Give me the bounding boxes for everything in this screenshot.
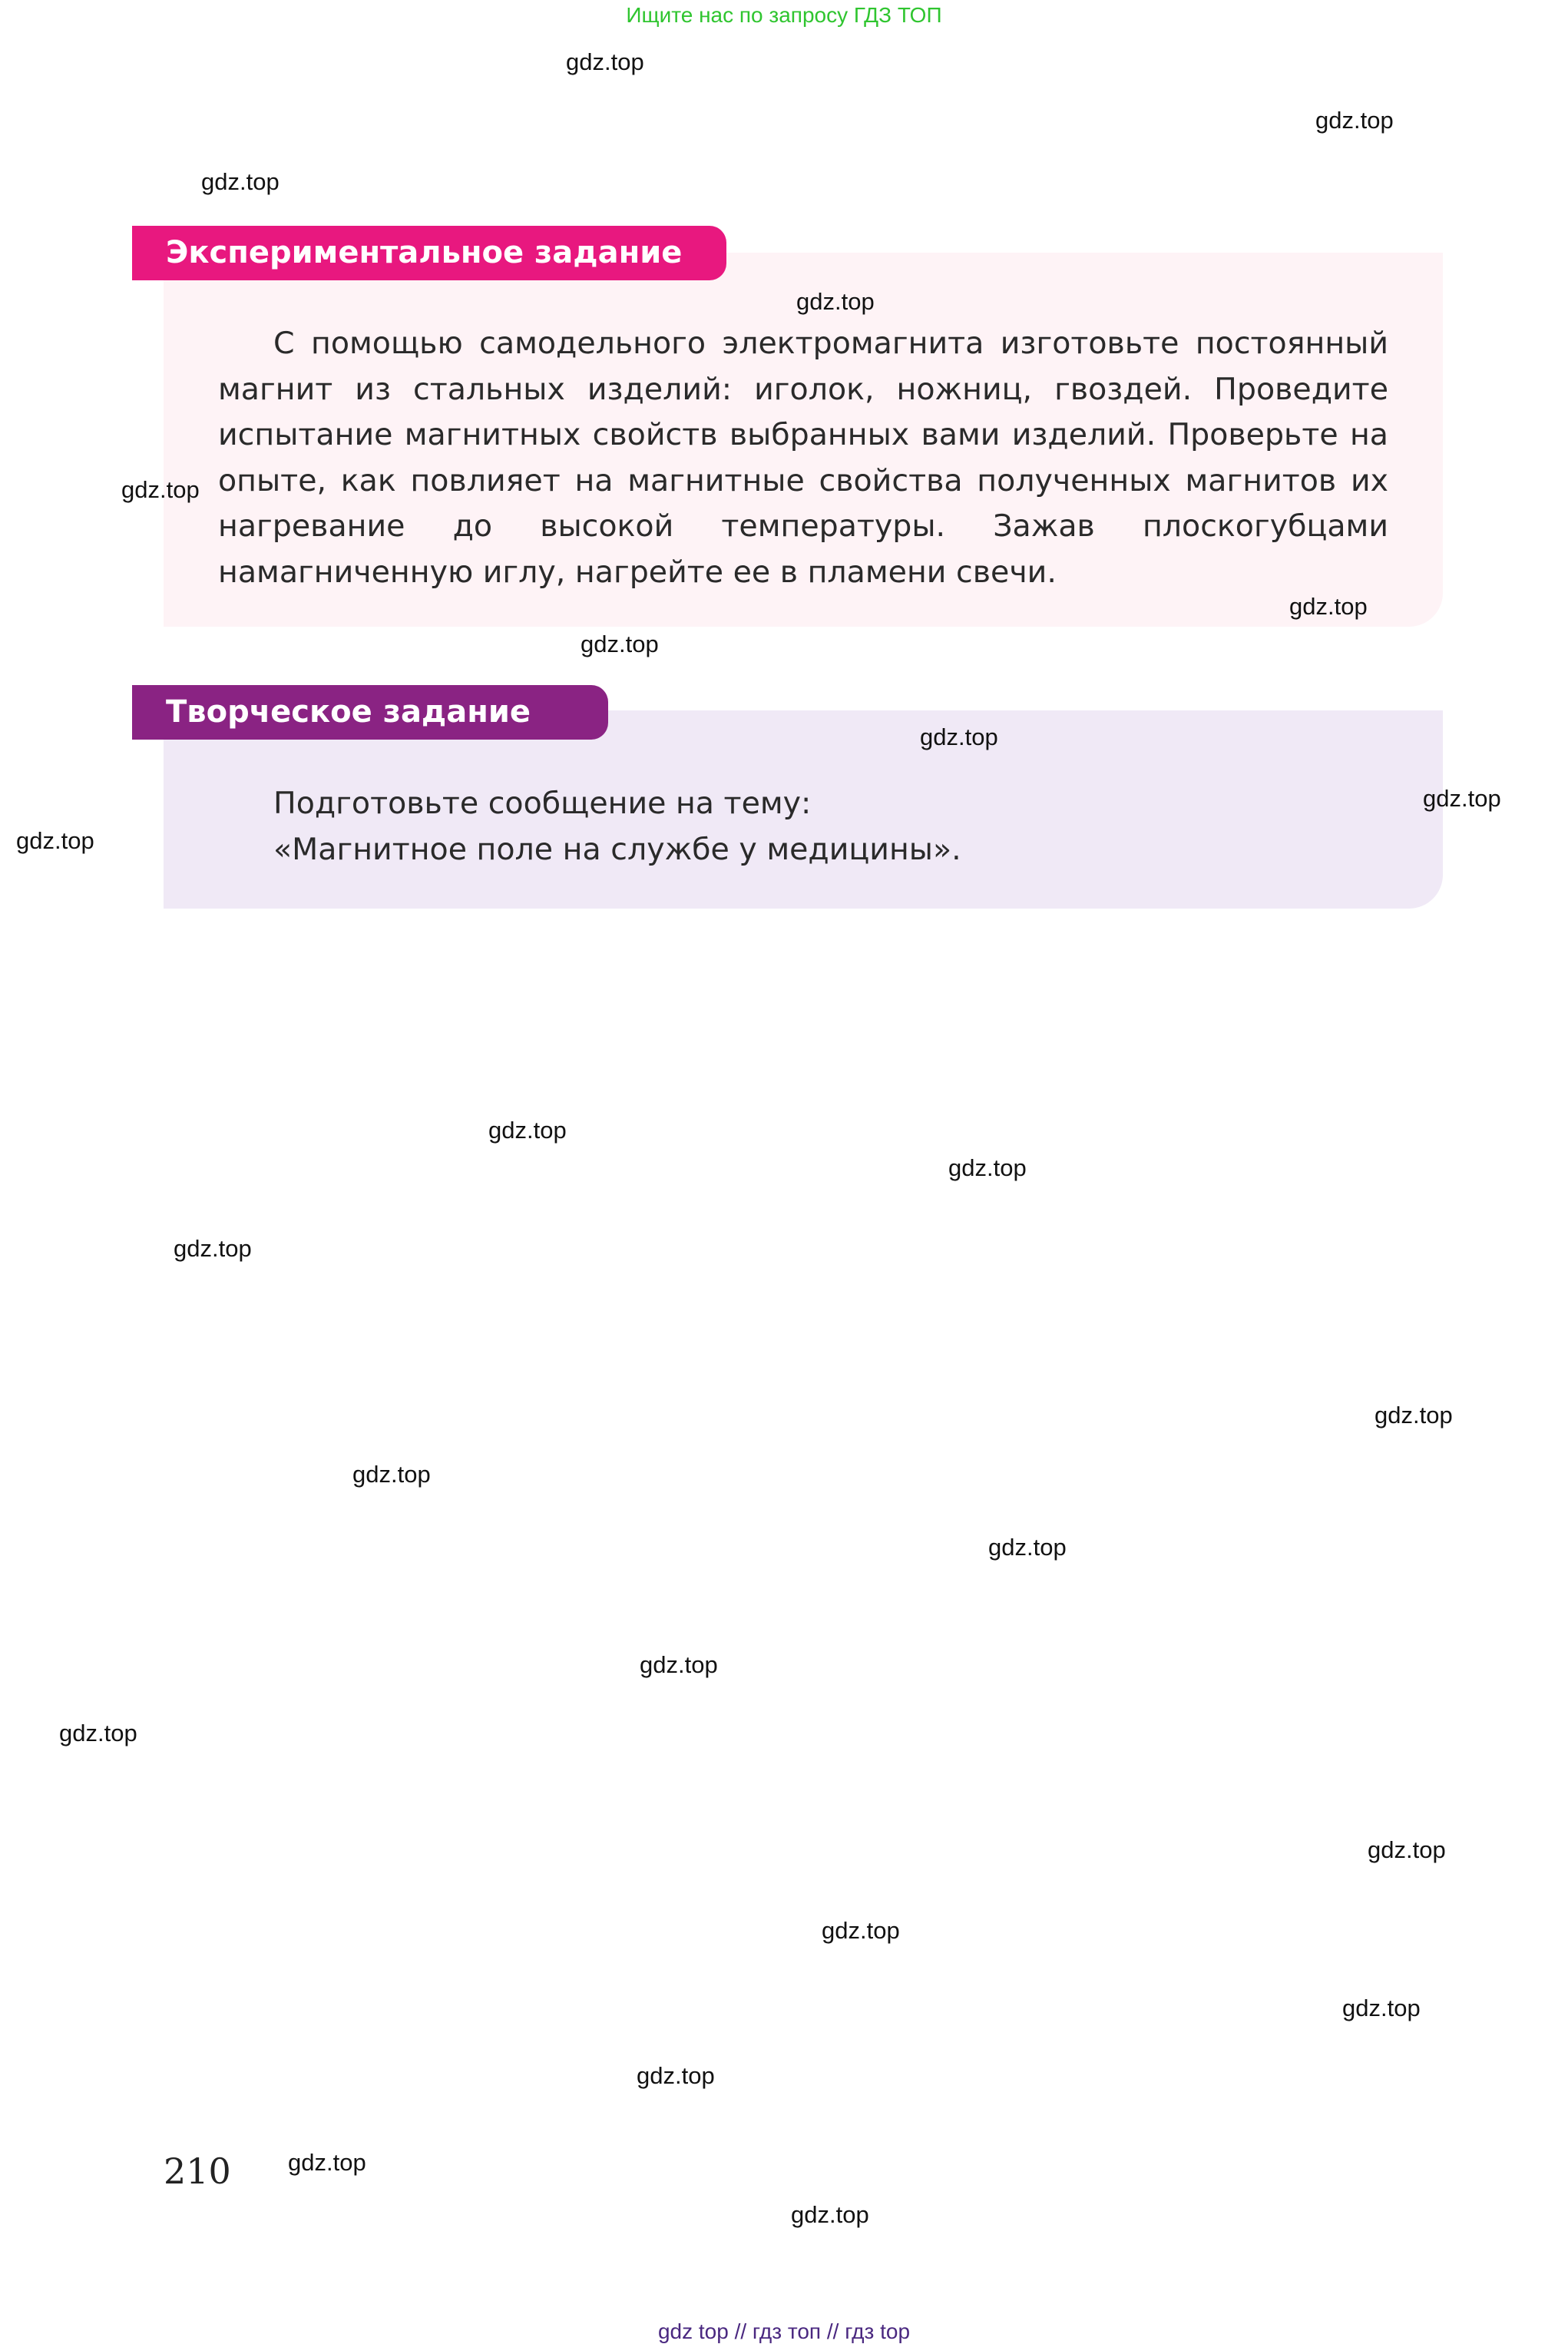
creative-task-body — [273, 780, 1348, 872]
watermark: gdz.top — [822, 1917, 900, 1944]
watermark: gdz.top — [488, 1117, 567, 1144]
watermark: gdz.top — [948, 1154, 1027, 1181]
watermark: gdz.top — [288, 2149, 366, 2176]
watermark: gdz.top — [1289, 593, 1368, 620]
watermark: gdz.top — [1423, 785, 1501, 812]
footer-separator: // — [728, 2319, 753, 2343]
watermark: gdz.top — [59, 1720, 137, 1746]
top-banner: Ищите нас по запросу ГДЗ ТОП — [626, 3, 942, 27]
watermark: gdz.top — [640, 1651, 718, 1678]
footer-separator: // — [821, 2319, 845, 2343]
watermark: gdz.top — [1368, 1836, 1446, 1863]
watermark: gdz.top — [796, 288, 875, 315]
experimental-task-paragraph: С помощью самодельного электромагнита изготовьте постоянный магнит из стальных изделий: иголок, ножниц, гвоздей. Проведите испытание магнитных свойств выбранных вами изделий. Проверьте на опыте, как повлияет на магнитные свойства полученных магнитов их нагревание до высокой температуры. Зажав плоскогубцами намагниченную иглу, нагрейте ее в пламени свечи. — [218, 326, 1388, 590]
watermark: gdz.top — [1342, 1995, 1421, 2021]
watermark: gdz.top — [174, 1235, 252, 1262]
page-number: 210 — [164, 2150, 231, 2192]
watermark: gdz.top — [637, 2062, 715, 2089]
creative-task-line-1: Подготовьте сообщение на тему: — [273, 786, 812, 821]
watermark: gdz.top — [920, 723, 998, 750]
creative-task-line-2: «Магнитное поле на службе у медицины». — [273, 832, 961, 867]
footer-link-gdz-top-cyrillic[interactable]: гдз топ — [752, 2319, 822, 2343]
watermark: gdz.top — [1315, 107, 1394, 134]
creative-task-title: Творческое задание — [132, 685, 608, 740]
watermark: gdz.top — [566, 48, 644, 75]
footer-link-gdz-top[interactable]: gdz top — [657, 2319, 729, 2343]
watermark: gdz.top — [791, 2201, 869, 2228]
watermark: gdz.top — [201, 168, 280, 195]
watermark: gdz.top — [988, 1534, 1067, 1561]
watermark: gdz.top — [16, 827, 94, 854]
footer-links — [0, 2319, 1568, 2344]
watermark: gdz.top — [581, 631, 659, 657]
watermark: gdz.top — [1374, 1402, 1453, 1429]
watermark: gdz.top — [352, 1461, 431, 1488]
experimental-task-body — [218, 321, 1388, 595]
watermark: gdz.top — [121, 476, 200, 503]
footer-link-gdz-top-mixed[interactable]: гдз top — [845, 2319, 911, 2343]
experimental-task-title: Экспериментальное задание — [132, 226, 726, 280]
